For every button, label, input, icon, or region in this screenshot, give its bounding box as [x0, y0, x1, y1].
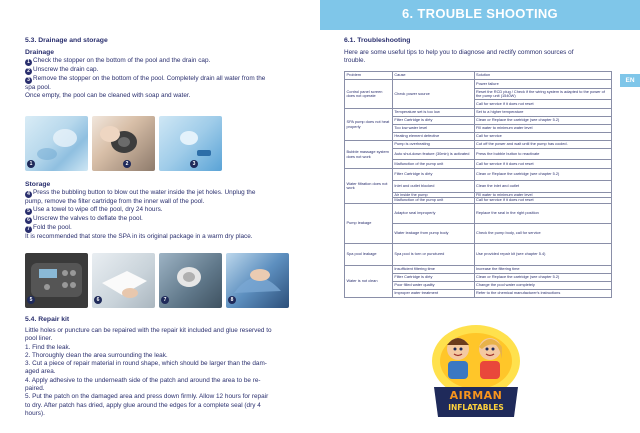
cause-cell: Malfunction of the pump unit: [392, 160, 474, 169]
cause-cell: Water leakage from pump body: [392, 223, 474, 243]
solution-cell: Clean or Replace the cartridge (see chapter 5.2): [474, 273, 611, 281]
brand-logo: [428, 319, 524, 427]
drainage-step-1: 1 Check the stopper on the bottom of the pool and the drain cap.: [25, 57, 315, 66]
problem-cell: Water is not clean: [345, 265, 393, 297]
table-row: [345, 203, 612, 223]
cause-cell: Malfunction of the pump unit: [392, 198, 474, 203]
cause-cell: Spa pool is torn or punctured: [392, 243, 474, 265]
repair-line: 5. Put the patch on the damaged area and press down firmly. Allow 12 hours for repair: [25, 393, 269, 401]
col-header-problem: Problem: [345, 72, 393, 80]
solution-cell: Call for service: [474, 133, 611, 141]
solution-cell: Power failure: [474, 80, 611, 89]
solution-cell: Refer to the chemical manufacturer's instructions: [474, 289, 611, 297]
cause-cell: Adaptor seal improperly: [392, 203, 474, 223]
drainage-step-3-cont: spa pool.: [25, 84, 51, 91]
col-header-solution: Solution: [474, 72, 611, 80]
solution-cell: Check the pump body, call for service: [474, 223, 611, 243]
cause-cell: Pump is overheating: [392, 141, 474, 149]
drainage-steps: [25, 57, 315, 101]
solution-cell: Cut off the power and wait until the pump has cooled.: [474, 141, 611, 149]
repair-line: paired.: [25, 385, 45, 393]
cause-cell: Heating element defective: [392, 133, 474, 141]
solution-cell: Clean or Replace the cartridge (see chapter 5.2): [474, 117, 611, 125]
storage-step-7: 7 Fold the pool.: [25, 224, 320, 233]
table-row: [345, 169, 612, 181]
cause-cell: Temperature set is too low: [392, 109, 474, 117]
repair-line: 1. Find the leak.: [25, 343, 71, 351]
solution-cell: Replace the seal in the right position: [474, 203, 611, 223]
cause-cell: Too low water level: [392, 125, 474, 133]
problem-cell: Bubble massage system does not work: [345, 141, 393, 169]
repair-kit-text: [25, 327, 320, 418]
problem-cell: Spa pool leakage: [345, 243, 393, 265]
drainage-step-2: 2 Unscrew the drain cap.: [25, 66, 315, 75]
repair-line: pool liner.: [25, 335, 53, 343]
drainage-step-3: 3 Remove the stopper on the bottom of the pool. Completely drain all water from the: [25, 75, 315, 84]
storage-title: Storage: [25, 181, 51, 188]
solution-cell: Call for service if it does not reset: [474, 100, 611, 109]
problem-cell: SPA pump does not heat properly: [345, 109, 393, 141]
repair-kit-title: 5.4. Repair kit: [25, 316, 70, 323]
logo-text-line-1: AIRMAN: [449, 389, 503, 402]
table-row: [345, 265, 612, 273]
logo-text-line-2: INFLATABLES: [448, 403, 504, 412]
table-row: [345, 109, 612, 117]
troubleshooting-intro: [344, 49, 624, 66]
section-title-troubleshooting: 6.1. Troubleshooting: [344, 37, 411, 44]
language-badge: EN: [620, 74, 640, 87]
storage-step-6: 6 Unscrew the valves to deflate the pool.: [25, 215, 320, 224]
storage-step-4-cont: pump, remove the filter cartridge from the inner wall of the pool.: [25, 198, 205, 205]
storage-after: It is recommended that store the SPA in its original package in a warm dry place.: [25, 233, 253, 241]
table-header-row: [345, 72, 612, 80]
repair-line: 2. Thoroughly clean the area surrounding the leak.: [25, 351, 168, 359]
cause-cell: Air inside the pump: [392, 193, 474, 198]
solution-cell: Clean the inlet and outlet: [474, 181, 611, 193]
solution-cell: Reset the RCD plug / Check if the wiring system is adapted to the power of the pump unit (1540W): [474, 89, 611, 100]
cause-cell: Inlet and outlet blocked: [392, 181, 474, 193]
photo-badge-8: 8: [228, 296, 236, 304]
photo-badge-3: 3: [190, 160, 198, 168]
solution-cell: Increase the filtering time: [474, 265, 611, 273]
repair-line: to dry. After patch has dried, apply glue around the edges for a complete seal (dry 4: [25, 401, 261, 409]
troubleshooting-table: [344, 71, 612, 298]
solution-cell: Fill water to minimum water level: [474, 125, 611, 133]
col-header-cause: Cause: [392, 72, 474, 80]
section-title-drainage-storage: 5.3. Drainage and storage: [25, 37, 108, 44]
intro-line: trouble.: [344, 57, 366, 65]
table-row: [345, 80, 612, 89]
repair-line: Little holes or puncture can be repaired with the repair kit included and glue reserved to: [25, 327, 272, 334]
photo-badge-1: 1: [27, 160, 35, 168]
problem-cell: Pump leakage: [345, 203, 393, 243]
solution-cell: Set to a higher temperature: [474, 109, 611, 117]
cause-cell: Filter Cartridge is dirty: [392, 169, 474, 181]
cause-cell: Auto shut-down feature (30min) is activated: [392, 149, 474, 160]
repair-line: aged area.: [25, 368, 56, 376]
problem-cell: Control panel screen does not operate: [345, 80, 393, 109]
drainage-title: Drainage: [25, 49, 55, 56]
drainage-after: Once empty, the pool can be cleaned with soap and water.: [25, 92, 191, 100]
photo-badge-5: 5: [27, 296, 35, 304]
repair-line: hours).: [25, 409, 45, 417]
solution-cell: Call for service if it does not reset: [474, 160, 611, 169]
solution-cell: Press the bubble button to reactivate: [474, 149, 611, 160]
cause-cell: Improper water treatment: [392, 289, 474, 297]
cause-cell: Filter Cartridge is dirty: [392, 273, 474, 281]
cause-cell: Filter Cartridge is dirty: [392, 117, 474, 125]
repair-line: 4. Apply adhesive to the underneath side of the patch and around the area to be re-: [25, 376, 261, 384]
cause-cell: Check power source: [392, 80, 474, 109]
page-title: 6. TROUBLE SHOOTING: [402, 6, 558, 21]
problem-cell: Water filtration does not work: [345, 169, 393, 204]
intro-line: Here are some useful tips to help you to diagnose and rectify common sources of: [344, 49, 574, 56]
cause-cell: Insufficient filtering time: [392, 265, 474, 273]
cause-cell: Poor filled water quality: [392, 281, 474, 289]
solution-cell: Fill water to minimum water level: [474, 193, 611, 198]
photo-badge-6: 6: [94, 296, 102, 304]
solution-cell: Clean or Replace the cartridge (see chapter 5.2): [474, 169, 611, 181]
storage-steps: [25, 189, 320, 242]
photo-badge-7: 7: [161, 296, 169, 304]
photo-badge-2: 2: [123, 160, 131, 168]
solution-cell: Use provided repair kit (see chapter 5.4): [474, 243, 611, 265]
storage-step-4-number: 4: [25, 191, 32, 198]
storage-step-5: 5 Use a towel to wipe off the pool, dry 24 hours.: [25, 206, 320, 215]
table-row: [345, 243, 612, 265]
storage-step-4: 4 Press the bubbling button to blow out the water inside the jet holes. Unplug the: [25, 189, 320, 198]
solution-cell: Call for service if it does not reset: [474, 198, 611, 203]
table-row: [345, 141, 612, 149]
solution-cell: Change the pool water completely: [474, 281, 611, 289]
repair-line: 3. Cut a piece of repair material in round shape, which should be larger than the dam-: [25, 360, 267, 368]
